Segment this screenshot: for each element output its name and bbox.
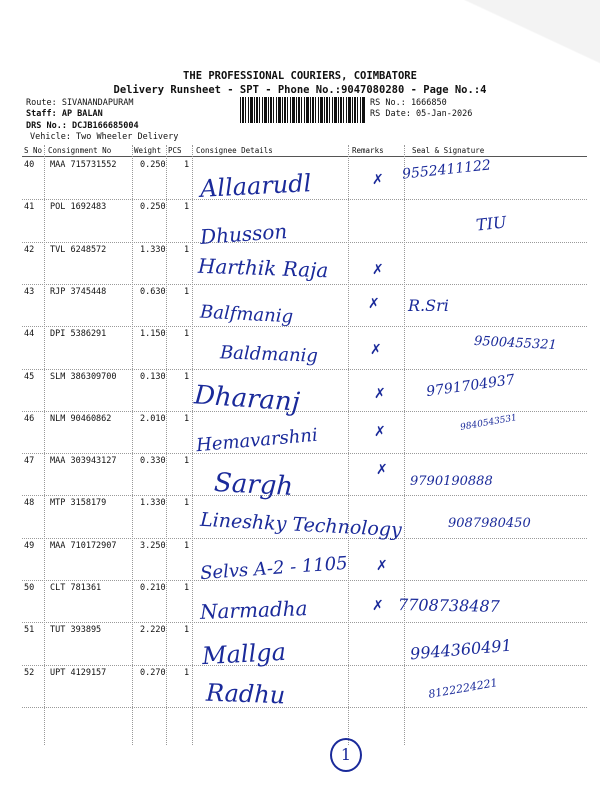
handwritten-phone: 9500455321 xyxy=(473,333,558,354)
handwritten-name: Dharanj xyxy=(193,380,301,418)
row-consignment: MAA 715731552 xyxy=(50,160,117,170)
handwritten-name: Mallga xyxy=(201,637,287,671)
row-divider xyxy=(22,369,587,370)
row-weight: 2.220 xyxy=(140,625,166,636)
row-sno: 50 xyxy=(24,583,35,593)
handwritten-phone: 9790190888 xyxy=(410,474,493,489)
handwritten-name: Radhu xyxy=(205,678,286,710)
row-consignment: MAA 303943127 xyxy=(50,456,117,467)
row-consignment: DPI 5386291 xyxy=(50,329,107,340)
row-divider xyxy=(22,580,587,581)
row-sno: 40 xyxy=(24,160,35,170)
vehicle-label: Vehicle: Two Wheeler Delivery xyxy=(30,132,179,142)
row-sno: 47 xyxy=(24,456,35,467)
rs-number: RS No.: 1666850 xyxy=(370,98,447,108)
row-consignment: NLM 90460862 xyxy=(50,413,112,424)
row-sno: 41 xyxy=(24,202,35,213)
page-mark: 1 xyxy=(330,738,362,772)
company-title: THE PROFESSIONAL COURIERS, COIMBATORE xyxy=(183,70,417,82)
row-pcs: 1 xyxy=(184,160,190,170)
remark-check: ✗ xyxy=(372,172,384,188)
row-weight: 0.270 xyxy=(140,667,166,678)
row-sno: 51 xyxy=(24,625,35,636)
barcode xyxy=(240,97,366,123)
staff-label: Staff: AP BALAN xyxy=(26,109,103,119)
paper-fold xyxy=(420,0,600,80)
row-divider xyxy=(22,665,587,666)
remark-check: ✗ xyxy=(372,598,384,614)
row-divider xyxy=(22,707,587,708)
row-divider xyxy=(22,495,587,496)
handwritten-name: Narmadha xyxy=(199,596,308,624)
col-pcs: PCS xyxy=(168,146,182,155)
row-weight: 0.130 xyxy=(140,371,166,382)
handwritten-name: Sargh xyxy=(213,467,294,503)
row-consignment: TUT 393895 xyxy=(50,625,102,636)
remark-check: ✗ xyxy=(376,462,388,478)
row-weight: 0.630 xyxy=(140,286,166,297)
divider xyxy=(44,145,45,745)
divider xyxy=(348,145,349,745)
col-consignment: Consignment No xyxy=(48,146,112,155)
row-divider xyxy=(22,622,587,623)
divider xyxy=(132,145,133,745)
row-weight: 1.330 xyxy=(140,498,166,509)
row-sno: 42 xyxy=(24,244,35,255)
handwritten-name: Lineshky Technology xyxy=(199,508,403,542)
row-weight: 0.250 xyxy=(140,202,166,213)
remark-check: ✗ xyxy=(370,342,382,358)
drs-number: DRS No.: DCJB166685004 xyxy=(26,121,139,131)
row-pcs: 1 xyxy=(184,202,190,213)
divider xyxy=(404,145,405,745)
row-consignment: MTP 3158179 xyxy=(50,498,107,509)
row-divider xyxy=(22,453,587,454)
row-divider xyxy=(22,199,587,200)
row-pcs: 1 xyxy=(184,413,190,424)
rs-date: RS Date: 05-Jan-2026 xyxy=(370,109,473,119)
col-consignee: Consignee Details xyxy=(196,146,273,155)
remark-check: ✗ xyxy=(368,296,380,312)
row-pcs: 1 xyxy=(184,329,190,340)
row-pcs: 1 xyxy=(184,456,190,467)
divider xyxy=(166,145,167,745)
row-pcs: 1 xyxy=(184,286,190,297)
row-consignment: RJP 3745448 xyxy=(50,286,107,297)
remark-check: ✗ xyxy=(372,262,384,278)
route-label: Route: SIVANANDAPURAM xyxy=(26,98,134,108)
row-weight: 0.210 xyxy=(140,583,166,593)
row-sno: 52 xyxy=(24,667,35,678)
handwritten-name: Allaarudl xyxy=(199,169,312,203)
remark-check: ✗ xyxy=(374,386,386,402)
row-pcs: 1 xyxy=(184,625,190,636)
row-divider xyxy=(22,242,587,243)
handwritten-name: Selvs A-2 - 1105 xyxy=(199,552,349,585)
row-divider xyxy=(22,326,587,327)
row-divider xyxy=(22,538,587,539)
row-divider xyxy=(22,284,587,285)
row-consignment: POL 1692483 xyxy=(50,202,107,213)
row-pcs: 1 xyxy=(184,540,190,551)
runsheet-subtitle: Delivery Runsheet - SPT - Phone No.:9047080280 - Page No.:4 xyxy=(113,84,487,96)
row-consignment: TVL 6248572 xyxy=(50,244,107,255)
handwritten-name: Dhusson xyxy=(199,218,288,250)
row-pcs: 1 xyxy=(184,498,190,509)
row-pcs: 1 xyxy=(184,371,190,382)
row-consignment: SLM 386309700 xyxy=(50,371,117,382)
row-weight: 1.330 xyxy=(140,244,166,255)
handwritten-phone: 9791704937 xyxy=(425,371,516,401)
row-weight: 2.010 xyxy=(140,413,166,424)
row-sno: 46 xyxy=(24,413,35,424)
col-sno: S No xyxy=(24,146,43,155)
handwritten-name: Hemavarshni xyxy=(195,424,319,457)
handwritten-name: Harthik Raja xyxy=(197,253,329,283)
row-sno: 49 xyxy=(24,540,35,551)
row-sno: 45 xyxy=(24,371,35,382)
handwritten-phone: 9840543531 xyxy=(459,413,518,433)
col-seal: Seal & Signature xyxy=(412,146,485,155)
divider xyxy=(192,145,193,745)
handwritten-phone: 7708738487 xyxy=(397,595,500,616)
handwritten-phone: 9087980450 xyxy=(448,516,531,531)
row-pcs: 1 xyxy=(184,667,190,678)
row-pcs: 1 xyxy=(184,244,190,255)
handwritten-note: TIU xyxy=(475,212,508,235)
row-weight: 0.250 xyxy=(140,160,166,170)
row-weight: 1.150 xyxy=(140,329,166,340)
handwritten-phone: 9944360491 xyxy=(409,635,513,664)
row-weight: 0.330 xyxy=(140,456,166,467)
handwritten-phone: 9552411122 xyxy=(401,157,492,183)
remark-check: ✗ xyxy=(374,424,386,440)
row-sno: 43 xyxy=(24,286,35,297)
row-sno: 48 xyxy=(24,498,35,509)
row-divider xyxy=(22,411,587,412)
row-consignment: UPT 4129157 xyxy=(50,667,107,678)
col-remarks: Remarks xyxy=(352,146,384,155)
handwritten-name: Balfmanig xyxy=(199,301,294,328)
handwritten-name: Baldmanig xyxy=(219,342,319,367)
remark-check: ✗ xyxy=(376,558,388,574)
row-weight: 3.250 xyxy=(140,540,166,551)
header-rule xyxy=(22,156,587,157)
handwritten-phone: 8122224221 xyxy=(427,676,499,701)
row-sno: 44 xyxy=(24,329,35,340)
handwritten-signature: R.Sri xyxy=(408,296,449,315)
row-pcs: 1 xyxy=(184,583,190,593)
col-weight: Weight xyxy=(134,146,162,155)
row-consignment: MAA 710172907 xyxy=(50,540,117,551)
row-consignment: CLT 781361 xyxy=(50,583,102,593)
